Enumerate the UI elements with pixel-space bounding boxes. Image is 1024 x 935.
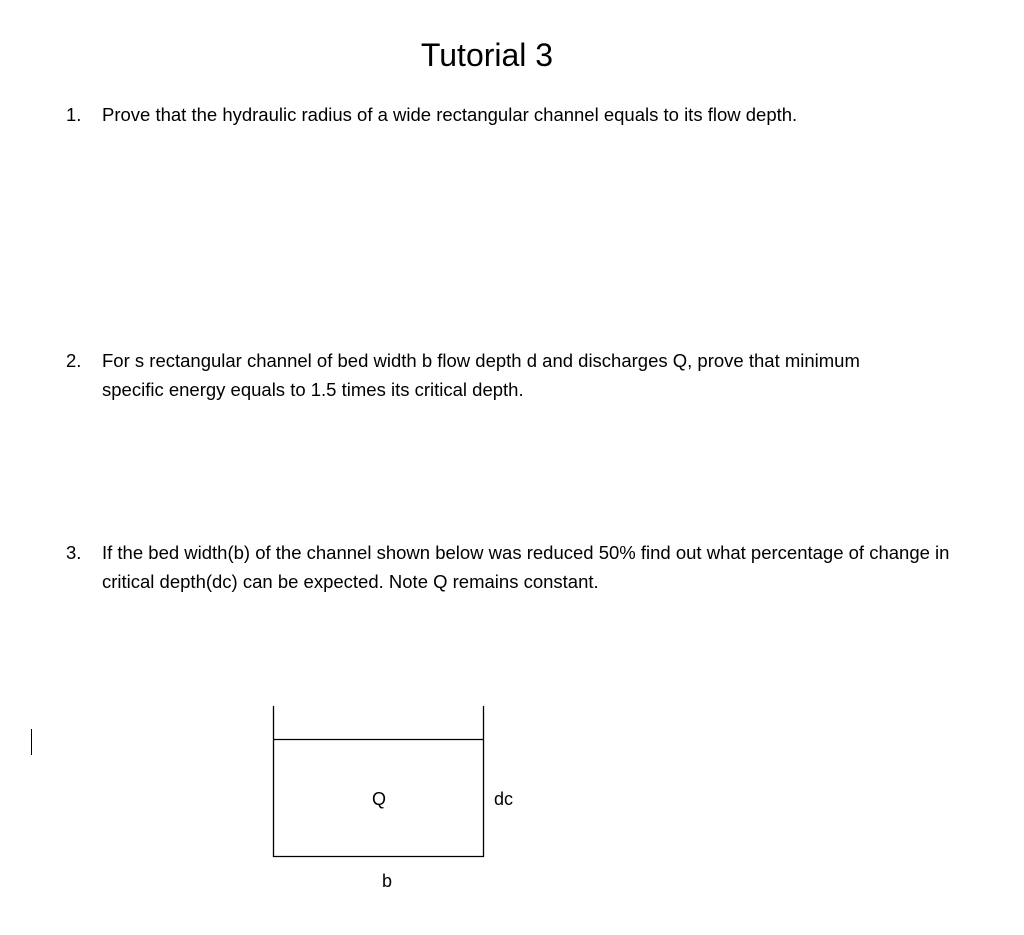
question-3-number: 3. [66,542,82,563]
question-1 [66,100,966,129]
question-2 [66,346,966,404]
question-3 [66,538,966,596]
discharge-label: Q [372,789,387,809]
question-2-text: For s rectangular channel of bed width b flow depth d and discharges Q, prove that minimum specific energy equals to 1.5 times its critical depth. [102,350,860,400]
page-title: Tutorial 3 [420,37,554,74]
text-cursor [31,729,32,755]
critical-depth-label: dc [494,789,514,809]
bed-width-label: b [382,871,393,891]
question-2-number: 2. [66,350,82,371]
question-3-text: If the bed width(b) of the channel shown below was reduced 50% find out what percentage of change in critical depth(dc) can be expected. Note Q remains constant. [102,542,950,592]
question-1-number: 1. [66,104,82,125]
question-1-text: Prove that the hydraulic radius of a wide rectangular channel equals to its flow depth. [102,104,798,125]
